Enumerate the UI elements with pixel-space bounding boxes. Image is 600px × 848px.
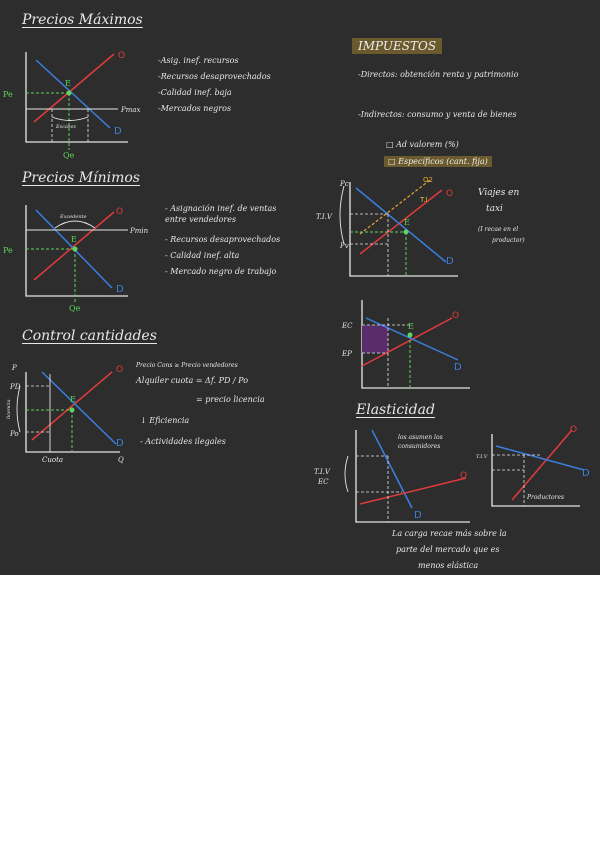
demand-curve — [356, 188, 446, 262]
note: - Calidad inef. alta — [165, 251, 240, 260]
pmin-label: Pmin — [130, 227, 149, 235]
note: (I recae en el — [478, 226, 519, 233]
note: -Recursos desaprovechados — [158, 72, 271, 81]
note: -Directos: obtención renta y patrimonio — [358, 70, 519, 79]
note: -Asig. inef. recursos — [158, 56, 239, 65]
section-title-control-cantidades: Control cantidades — [22, 328, 157, 344]
demand-curve — [42, 372, 116, 444]
tax-revenue-area — [362, 325, 388, 353]
graph-incidencia — [341, 300, 470, 388]
po-label: Po — [10, 430, 19, 438]
supply-curve — [34, 212, 114, 280]
e-label: E — [65, 79, 71, 88]
demand-label: D — [114, 126, 122, 137]
e-label: E — [70, 395, 76, 404]
e-label: E — [404, 218, 410, 227]
shortage-brace — [52, 117, 88, 121]
supply-curve — [34, 54, 114, 122]
tax-guides — [356, 456, 402, 522]
graph-elasticidad-consumidores — [314, 430, 470, 522]
equilibrium-point — [70, 408, 75, 413]
note: - Asignación inef. de ventas entre vendedores — [165, 204, 277, 224]
pe-label: Pe — [3, 246, 13, 255]
tiv-label: T.I.V — [316, 213, 332, 221]
section-title-impuestos: IMPUESTOS — [352, 38, 442, 54]
pe-label: Pe — [3, 90, 13, 99]
graph-impuesto-especifico — [316, 176, 458, 276]
demand-label: D — [414, 510, 422, 521]
supply-label: O — [116, 207, 124, 217]
e-label: E — [71, 235, 77, 244]
note: -Mercados negros — [158, 104, 232, 113]
equilibrium-guides — [350, 232, 406, 276]
note: ↓ Eficiencia — [140, 416, 190, 425]
section-title-precios-minimos: Precios Mínimos — [22, 170, 140, 186]
supply-curve — [32, 372, 112, 440]
axes — [492, 434, 580, 506]
note: productor) — [492, 237, 525, 244]
pmax-label: Pmax — [121, 106, 141, 114]
surplus-brace — [55, 221, 95, 228]
supply-curve — [360, 478, 466, 504]
supply-label: O — [570, 425, 578, 435]
p-axis-label: P — [12, 364, 17, 372]
note: Alquiler cuota = Δf. PD / Po — [136, 376, 249, 385]
note: Viajes en — [478, 188, 520, 198]
equilibrium-point — [404, 230, 409, 235]
tax-brace — [340, 186, 344, 244]
note-ad-valorem: □ Ad valorem (%) — [386, 140, 459, 149]
price-guides — [26, 386, 50, 432]
note: - Actividades ilegales — [140, 437, 226, 446]
tiv-label: T.I.V — [314, 468, 330, 476]
licencia-label: licencia — [6, 399, 12, 419]
note: Precio Cons ≥ Precio vendedores — [136, 362, 238, 369]
pv-label: Pv — [340, 242, 349, 250]
ec-label: EC — [318, 478, 329, 486]
note-consumidores: los asumen los consumidores — [398, 434, 443, 450]
demand-label: D — [582, 468, 590, 479]
note-especificos: □ Específicos (cant. fija) — [384, 156, 492, 167]
o2-label: O2 — [423, 176, 433, 184]
supply-label: O — [118, 51, 126, 61]
demand-curve — [36, 60, 110, 128]
note-productores: Productores — [527, 494, 565, 501]
note: taxi — [486, 204, 503, 214]
supply-label: O — [116, 365, 124, 375]
licence-brace — [17, 386, 20, 432]
ti-label: T.I — [420, 196, 428, 204]
demand-label: D — [446, 256, 454, 267]
q-axis-label: Q — [118, 456, 124, 464]
note: -Indirectos: consumo y venta de bienes — [358, 110, 517, 119]
tax-brace — [345, 456, 348, 492]
tiv-label: T.I.V — [476, 454, 488, 460]
equilibrium-point — [67, 91, 72, 96]
graph-control-cantidades — [6, 364, 124, 464]
supply-label: O — [460, 471, 468, 481]
escasez-label: Escasez — [56, 124, 77, 130]
qe-label: Qe — [69, 304, 81, 313]
tax-guides — [492, 455, 540, 506]
qe-label: Qe — [63, 151, 75, 160]
equilibrium-point — [408, 333, 413, 338]
note: - Recursos desaprovechados — [165, 235, 281, 244]
ep-label: EP — [342, 350, 352, 358]
ec-label: EC — [342, 322, 353, 330]
cuota-label: Cuota — [42, 456, 64, 464]
graph-precios-maximos — [3, 51, 141, 160]
e-label: E — [408, 322, 414, 331]
equilibrium-point — [73, 247, 78, 252]
note: = precio licencia — [196, 395, 265, 404]
supply-label: O — [452, 311, 460, 321]
conclusion: La carga recae más sobre la — [392, 529, 507, 538]
note: -Calidad inef. baja — [158, 88, 232, 97]
axes — [356, 430, 470, 522]
conclusion: menos elástica — [418, 561, 479, 570]
pd-label: PD — [10, 383, 21, 391]
section-title-elasticidad: Elasticidad — [356, 402, 435, 418]
demand-label: D — [454, 362, 462, 373]
equilibrium-guides — [26, 410, 72, 452]
conclusion: parte del mercado que es — [396, 545, 500, 554]
note: - Mercado negro de trabajo — [165, 267, 277, 276]
tax-guides — [350, 214, 388, 276]
pc-label: Pc — [340, 180, 349, 188]
excedente-label: Excedente — [60, 214, 87, 220]
graph-precios-minimos — [3, 205, 149, 313]
demand-label: D — [116, 284, 124, 295]
graph-elasticidad-productores — [476, 425, 590, 506]
supply-label: O — [446, 189, 454, 199]
demand-label: D — [116, 438, 124, 449]
section-title-precios-maximos: Precios Máximos — [22, 12, 143, 28]
